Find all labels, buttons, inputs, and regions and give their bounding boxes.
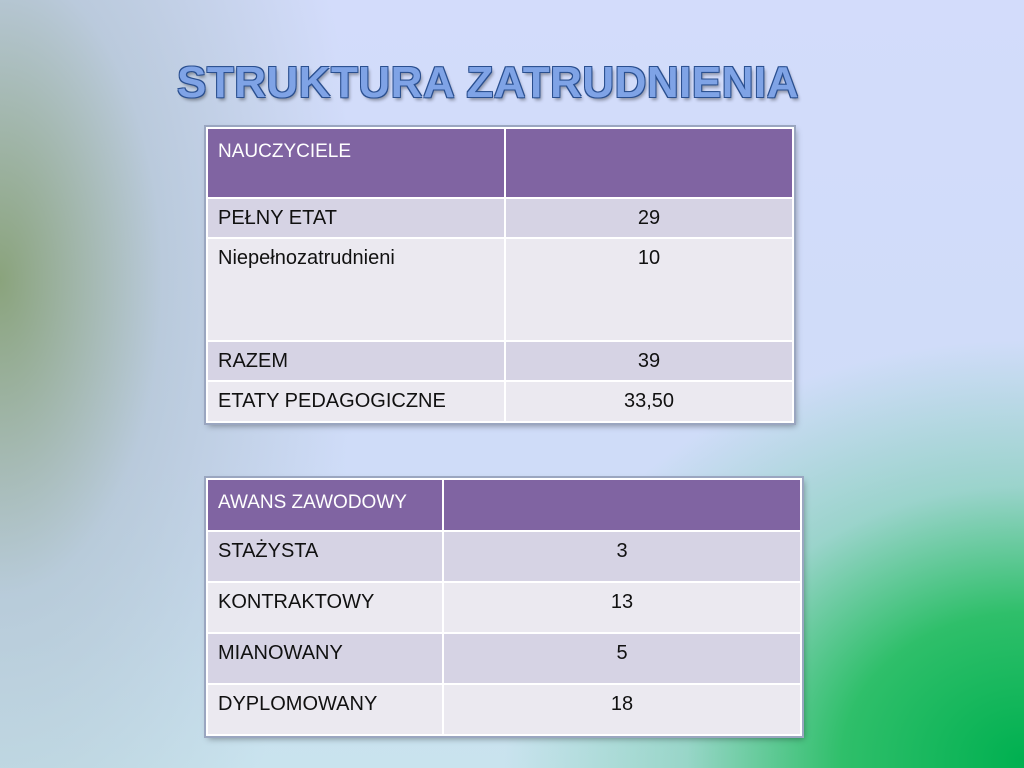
table-header-row bbox=[207, 128, 793, 198]
table-row bbox=[207, 341, 793, 381]
row-value: 29 bbox=[505, 198, 793, 238]
table-row bbox=[207, 238, 793, 341]
row-value: 39 bbox=[505, 341, 793, 381]
promotion-table bbox=[206, 478, 802, 736]
table-row bbox=[207, 198, 793, 238]
row-label: Niepełnozatrudnieni bbox=[207, 238, 505, 341]
row-value: 5 bbox=[443, 633, 801, 684]
header-cell-label: AWANS ZAWODOWY bbox=[207, 479, 443, 531]
table-row bbox=[207, 684, 801, 735]
table-row bbox=[207, 531, 801, 582]
row-label: STAŻYSTA bbox=[207, 531, 443, 582]
row-label: KONTRAKTOWY bbox=[207, 582, 443, 633]
row-label: PEŁNY ETAT bbox=[207, 198, 505, 238]
header-cell-value bbox=[505, 128, 793, 198]
header-cell-value bbox=[443, 479, 801, 531]
header-cell-label: NAUCZYCIELE bbox=[207, 128, 505, 198]
page-title: STRUKTURA ZATRUDNIENIA bbox=[176, 58, 800, 107]
row-value: 18 bbox=[443, 684, 801, 735]
table-row bbox=[207, 381, 793, 422]
row-label: DYPLOMOWANY bbox=[207, 684, 443, 735]
row-value: 10 bbox=[505, 238, 793, 341]
table-header-row bbox=[207, 479, 801, 531]
row-value: 3 bbox=[443, 531, 801, 582]
row-label: ETATY PEDAGOGICZNE bbox=[207, 381, 505, 422]
row-label: RAZEM bbox=[207, 341, 505, 381]
table-row bbox=[207, 633, 801, 684]
teachers-table bbox=[206, 127, 794, 423]
row-value: 13 bbox=[443, 582, 801, 633]
table-row bbox=[207, 582, 801, 633]
row-label: MIANOWANY bbox=[207, 633, 443, 684]
row-value: 33,50 bbox=[505, 381, 793, 422]
